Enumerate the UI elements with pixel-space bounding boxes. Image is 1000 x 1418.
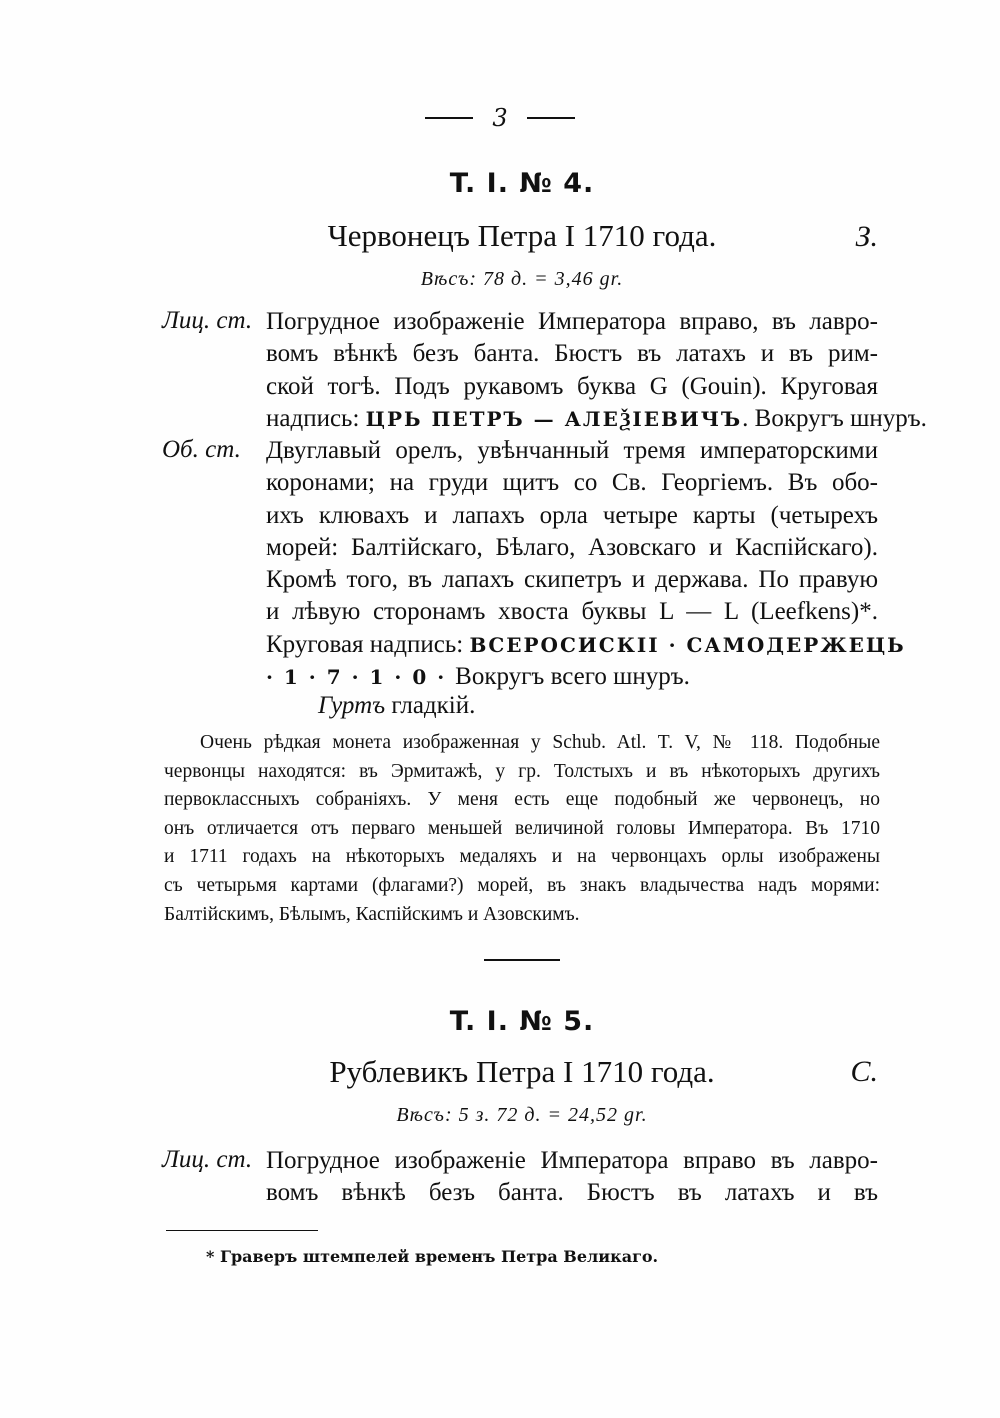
header-rule-left <box>425 117 473 119</box>
page-number: 3 <box>492 104 508 132</box>
entry4-reverse-label: Об. ст. <box>162 436 241 463</box>
entry5-grade: С. <box>850 1055 878 1088</box>
footnote-rule <box>166 1230 318 1231</box>
edge-text: гладкiй. <box>391 692 476 719</box>
entry4-title: Червонецъ Петра I 1710 года. <box>327 218 717 253</box>
entry4-note <box>164 729 880 929</box>
reverse-legend: ВСЕРОСИСКII · САМОДЕРЖЕЦЬ <box>469 632 906 657</box>
note-line: Очень рѣдкая монета изображенная у Schub. Atl. T. V, № 118. Подобные <box>200 732 880 753</box>
note-line: червонцы находятся: въ Эрмитажѣ, у гр. Толстыхъ и въ нѣкоторыхъ другихъ <box>164 760 880 782</box>
entry5-weight: Вѣсъ: 5 з. 72 д. = 24,52 gr. <box>396 1104 648 1126</box>
obverse-line: Погрудное изображенiе Императора вправо, въ лавро- <box>266 308 878 335</box>
note-line: Балтiйскимъ, Бѣлымъ, Каспiйскимъ и Азовскимъ. <box>164 903 580 925</box>
entry4-obverse-text <box>266 306 927 435</box>
edge-label: Гуртъ <box>318 692 386 719</box>
reverse-line: Двуглавый орелъ, увѣнчанный тремя императорскими <box>266 437 878 464</box>
reverse-line: и лѣвую сторонамъ хвоста буквы L — L (Leefkens)*. <box>266 598 878 626</box>
reverse-line: Кромѣ того, въ лапахъ скипетръ и держава. По правую <box>266 566 878 594</box>
note-line: и 1711 годахъ на нѣкоторыхъ медаляхъ и на червонцахъ орлы изображены <box>164 846 880 868</box>
obverse-line: вомъ вѣнкѣ безъ банта. Бюстъ въ латахъ и въ рим- <box>266 340 878 368</box>
reverse-line: Круговая надпись: ВСЕРОСИСКII · САМОДЕРЖЕЦЬ <box>266 630 906 658</box>
entry4-edge <box>318 692 475 720</box>
reverse-line: ихъ клювахъ и лапахъ орла четыре карты (четырехъ <box>266 501 878 529</box>
reverse-line: · 1 · 7 · 1 · 0 · Вокругъ всего шнуръ. <box>266 663 690 691</box>
note-line: первоклассныхъ собранiяхъ. У меня есть еще подобный же червонецъ, но <box>164 789 880 811</box>
entry5-title: Рублевикъ Петра I 1710 года. <box>329 1054 715 1089</box>
reverse-line: коронами; на груди щитъ со Св. Георгiемъ. Въ обо- <box>266 469 878 497</box>
entry5-obverse-label: Лиц. ст. <box>162 1146 253 1173</box>
page-header <box>0 104 1000 134</box>
obverse-line: Погрудное изображенiе Императора вправо въ лавро- <box>266 1147 878 1174</box>
note-line: съ четырьмя картами (флагами?) морей, въ знакъ владычества надъ морями: <box>164 874 880 896</box>
entry5-heading: T. I. № 5. <box>449 1006 595 1037</box>
entry4-obverse-label: Лиц. ст. <box>162 307 253 334</box>
reverse-line: морей: Балтiйскаго, Бѣлаго, Азовскаго и Каспiйскаго). <box>266 533 878 561</box>
entry4-grade: З. <box>855 220 878 253</box>
obverse-line: вомъ вѣнкѣ безъ банта. Бюстъ въ латахъ и въ <box>266 1179 878 1207</box>
entry4-weight: Вѣсъ: 78 д. = 3,46 gr. <box>420 268 624 290</box>
entry4-heading: T. I. № 4. <box>449 168 595 199</box>
section-separator <box>484 959 560 961</box>
header-rule-right <box>527 117 575 119</box>
obverse-legend: ЦРЬ ПЕТРЪ — АЛЕѮIЕВИЧЪ <box>365 406 743 431</box>
entry5-obverse-text <box>266 1145 878 1210</box>
entry4-reverse-text <box>266 435 906 693</box>
obverse-line: надпись: ЦРЬ ПЕТРЪ — АЛЕѮIЕВИЧЪ. Вокругъ шнуръ. <box>266 404 927 432</box>
note-line: онъ отличается отъ перваго меньшей величиной головы Императора. Въ 1710 <box>164 817 880 839</box>
footnote: * Граверъ штемпелей временъ Петра Великаго. <box>206 1247 659 1266</box>
obverse-line: ской тогѣ. Подъ рукавомъ буква G (Gouin). Круговая <box>266 372 878 400</box>
reverse-legend-date: · 1 · 7 · 1 · 0 · <box>266 665 456 690</box>
